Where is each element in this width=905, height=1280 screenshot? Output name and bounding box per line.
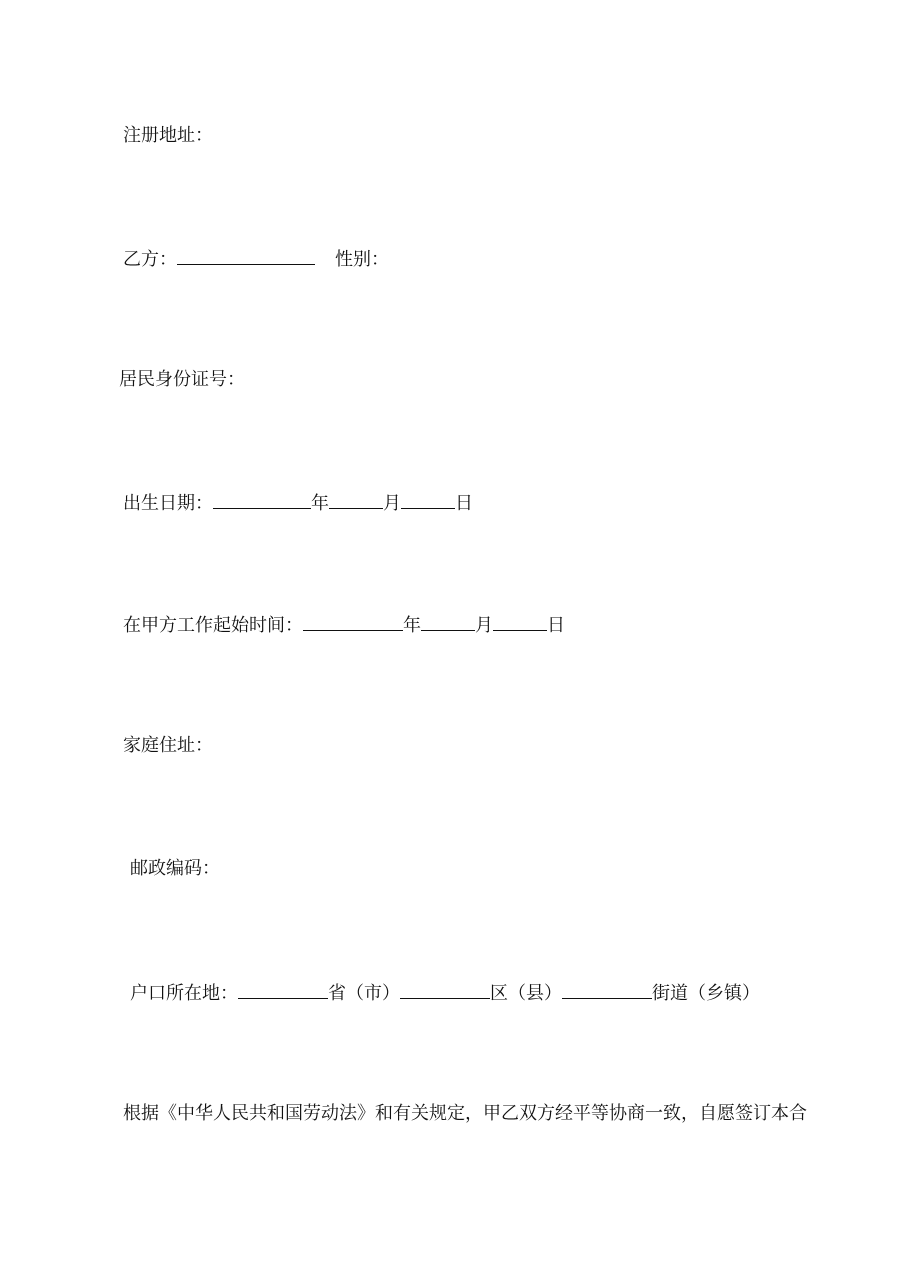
home-address-label: 家庭住址：: [123, 735, 213, 756]
registered-address-line: [123, 124, 213, 148]
household-street-unit: 街道（乡镇）: [652, 983, 760, 1004]
birth-day-blank[interactable]: [401, 490, 455, 509]
household-province-unit: 省（市）: [328, 983, 400, 1004]
preamble-text: 根据《中华人民共和国劳动法》和有关规定，甲乙双方经平等协商一致，自愿签订本合: [123, 1103, 807, 1124]
birth-month-blank[interactable]: [329, 490, 383, 509]
start-year-blank[interactable]: [303, 612, 403, 631]
birth-date-line: [123, 490, 473, 516]
id-number-line: [119, 368, 245, 392]
household-district-blank[interactable]: [400, 980, 490, 999]
home-address-line: [123, 734, 213, 758]
preamble-paragraph: [123, 1102, 807, 1126]
postal-code-line: [130, 857, 220, 881]
household-label: 户口所在地：: [130, 983, 238, 1004]
start-date-label: 在甲方工作起始时间：: [123, 615, 303, 636]
start-month-unit: 月: [475, 615, 493, 636]
postal-code-label: 邮政编码：: [130, 858, 220, 879]
registered-address-label: 注册地址：: [123, 125, 213, 146]
start-day-blank[interactable]: [493, 612, 547, 631]
birth-year-unit: 年: [311, 493, 329, 514]
gender-label: 性别：: [335, 249, 389, 270]
party-b-label: 乙方：: [123, 249, 177, 270]
start-date-line: [123, 612, 565, 638]
start-day-unit: 日: [547, 615, 565, 636]
start-month-blank[interactable]: [421, 612, 475, 631]
id-number-label: 居民身份证号：: [119, 369, 245, 390]
household-line: [130, 980, 760, 1006]
household-street-blank[interactable]: [562, 980, 652, 999]
household-district-unit: 区（县）: [490, 983, 562, 1004]
party-b-line: [123, 246, 389, 272]
birth-year-blank[interactable]: [213, 490, 311, 509]
start-year-unit: 年: [403, 615, 421, 636]
birth-day-unit: 日: [455, 493, 473, 514]
household-province-blank[interactable]: [238, 980, 328, 999]
birth-month-unit: 月: [383, 493, 401, 514]
birth-date-label: 出生日期：: [123, 493, 213, 514]
party-b-name-blank[interactable]: [177, 246, 315, 265]
